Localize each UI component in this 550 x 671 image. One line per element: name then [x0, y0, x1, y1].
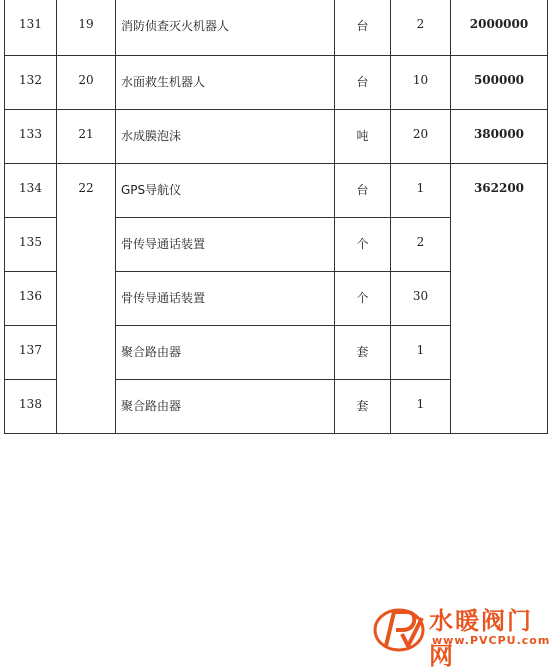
watermark-title: 水暖阀门网: [429, 607, 533, 670]
unit-cell: 个: [335, 272, 391, 326]
item-no-cell: 20: [57, 56, 116, 110]
pv-logo-icon: [372, 598, 430, 656]
table-row: [5, 164, 548, 218]
watermark-url: www.PVCPU.com: [432, 634, 550, 647]
budget-cell: 380000: [451, 110, 548, 164]
quantity-cell: 2: [391, 218, 451, 272]
item-name-cell: 水成膜泡沫: [116, 110, 335, 164]
unit-cell: 套: [335, 326, 391, 380]
quantity-cell: 2: [391, 0, 451, 56]
quantity-cell: 10: [391, 56, 451, 110]
seq-cell: 136: [5, 272, 57, 326]
item-name-cell: GPS导航仪: [116, 164, 335, 218]
item-no-cell: 21: [57, 110, 116, 164]
budget-cell: 2000000: [451, 0, 548, 56]
unit-cell: 吨: [335, 110, 391, 164]
quantity-cell: 1: [391, 380, 451, 434]
seq-cell: 133: [5, 110, 57, 164]
item-name-cell: 聚合路由器: [116, 380, 335, 434]
quantity-cell: 20: [391, 110, 451, 164]
table-row: [5, 56, 548, 110]
unit-cell: 个: [335, 218, 391, 272]
unit-cell: 台: [335, 164, 391, 218]
unit-cell: 台: [335, 0, 391, 56]
quantity-cell: 30: [391, 272, 451, 326]
quantity-cell: 1: [391, 164, 451, 218]
item-name-cell: 聚合路由器: [116, 326, 335, 380]
watermark: [372, 598, 550, 670]
table-row: [5, 0, 548, 56]
table-row: [5, 110, 548, 164]
item-no-cell: 22: [57, 164, 116, 434]
item-no-cell: 19: [57, 0, 116, 56]
seq-cell: 137: [5, 326, 57, 380]
budget-cell: 362200: [451, 164, 548, 434]
procurement-table: [4, 0, 548, 434]
quantity-cell: 1: [391, 326, 451, 380]
seq-cell: 134: [5, 164, 57, 218]
seq-cell: 132: [5, 56, 57, 110]
unit-cell: 台: [335, 56, 391, 110]
budget-cell: 500000: [451, 56, 548, 110]
item-name-cell: 消防侦查灭火机器人: [116, 0, 335, 56]
seq-cell: 138: [5, 380, 57, 434]
item-name-cell: 水面救生机器人: [116, 56, 335, 110]
item-name-cell: 骨传导通话装置: [116, 218, 335, 272]
item-name-cell: 骨传导通话装置: [116, 272, 335, 326]
seq-cell: 135: [5, 218, 57, 272]
unit-cell: 套: [335, 380, 391, 434]
seq-cell: 131: [5, 0, 57, 56]
